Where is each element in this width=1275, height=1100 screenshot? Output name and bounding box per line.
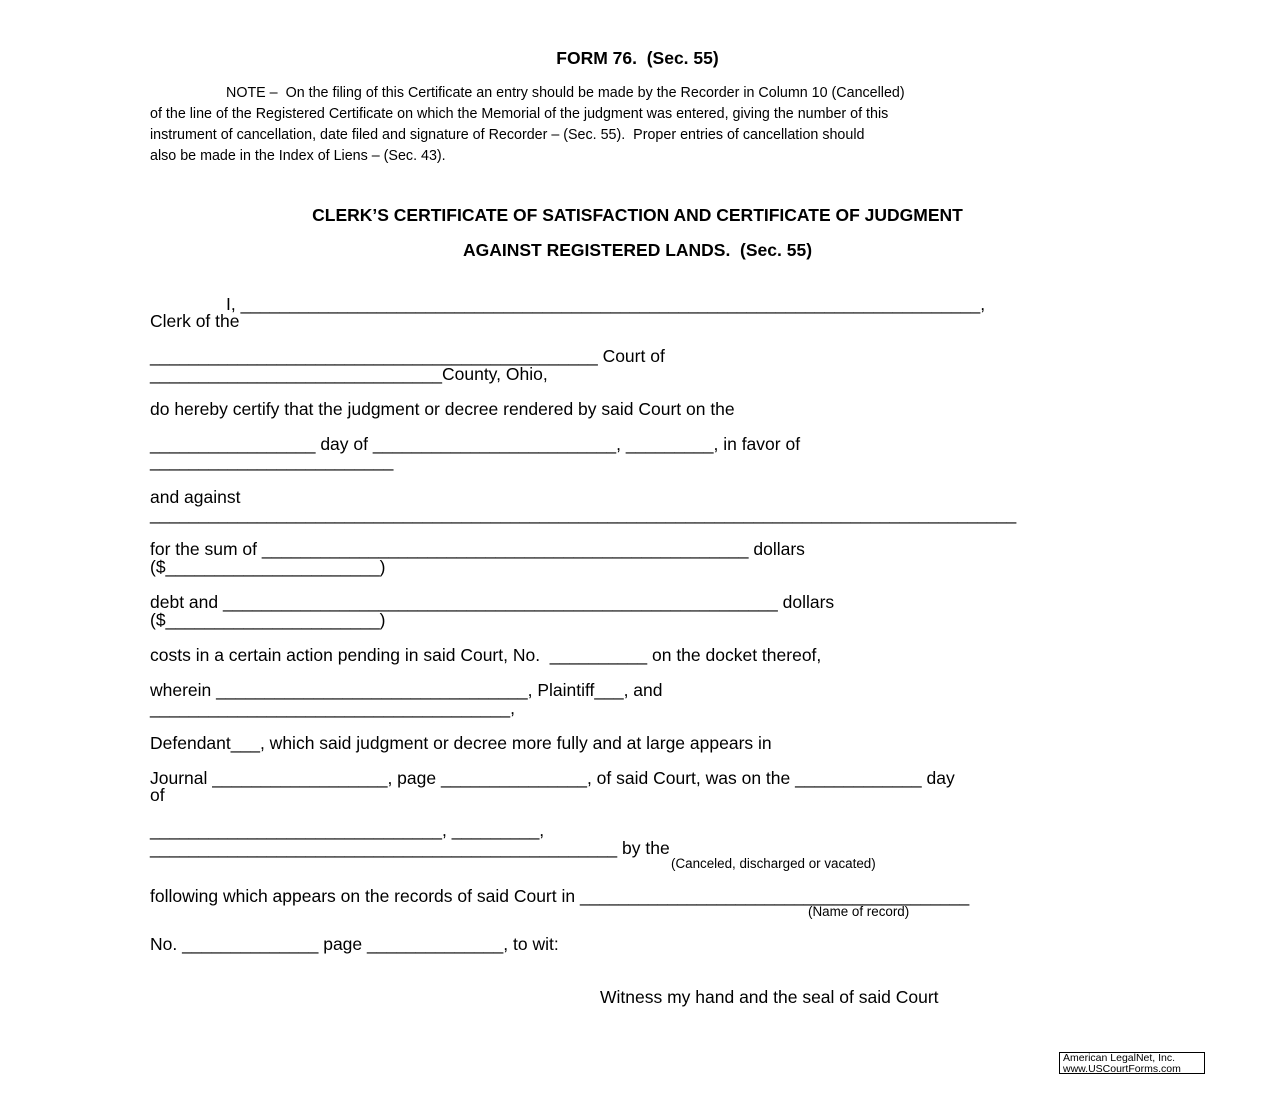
- certify-line: do hereby certify that the judgment or decree rendered by said Court on the: [150, 399, 735, 419]
- clerk-name-line: I, ____________________________________________________________________________,: [226, 294, 986, 314]
- clerk-of-label: Clerk of the: [150, 311, 240, 331]
- note-line-4: also be made in the Index of Liens – (Sec. 43).: [150, 148, 446, 164]
- court-line: ______________________________________________ Court of: [150, 346, 665, 366]
- note-line-1: NOTE – On the filing of this Certificate an entry should be made by the Recorder in Column 10 (Cancelled): [226, 85, 905, 101]
- form-title: FORM 76. (Sec. 55): [556, 48, 719, 68]
- and-against-blank: _________________________________________________________________________________________: [150, 504, 1017, 524]
- by-the-line: ________________________________________________ by the: [150, 838, 670, 858]
- note-line-3: instrument of cancellation, date filed and signature of Recorder – (Sec. 55). Proper entries of cancellation should: [150, 127, 865, 143]
- publisher-name: American LegalNet, Inc.: [1063, 1052, 1176, 1064]
- journal-line: Journal __________________, page _______________, of said Court, was on the _____________ day: [150, 768, 955, 788]
- judgment-date-line: _________________ day of _________________________, _________, in favor of: [150, 434, 801, 454]
- costs-line: costs in a certain action pending in said Court, No. __________ on the docket thereof,: [150, 645, 822, 665]
- number-page-line: No. ______________ page ______________, to wit:: [150, 934, 559, 954]
- and-against-label: and against: [150, 487, 241, 507]
- publisher-stamp: [1059, 1052, 1205, 1074]
- witness-line: Witness my hand and the seal of said Court: [600, 987, 939, 1007]
- defendant-blank: _____________________________________,: [150, 698, 515, 718]
- second-date-line: ______________________________, _________,: [150, 820, 545, 840]
- by-the-caption: (Canceled, discharged or vacated): [671, 856, 876, 871]
- in-favor-of-blank: _________________________: [150, 451, 394, 471]
- records-caption: (Name of record): [808, 904, 910, 919]
- journal-of-label: of: [150, 785, 165, 805]
- debt-line: debt and _________________________________________________________ dollars: [150, 592, 835, 612]
- debt-amount: ($______________________): [150, 610, 386, 630]
- publisher-url: www.USCourtForms.com: [1063, 1063, 1181, 1075]
- county-line: ______________________________County, Ohio,: [150, 364, 548, 384]
- plaintiff-line: wherein ________________________________, Plaintiff___, and: [150, 680, 663, 700]
- sum-amount: ($______________________): [150, 557, 386, 577]
- records-line: following which appears on the records of said Court in ________________________________________: [150, 886, 970, 906]
- defendant-line: Defendant___, which said judgment or decree more fully and at large appears in: [150, 733, 772, 753]
- note-line-2: of the line of the Registered Certificate on which the Memorial of the judgment was entered, giving the number of this: [150, 106, 889, 122]
- certificate-title-line-1: CLERK’S CERTIFICATE OF SATISFACTION AND CERTIFICATE OF JUDGMENT: [312, 205, 963, 225]
- sum-line: for the sum of __________________________________________________ dollars: [150, 539, 805, 559]
- certificate-title-line-2: AGAINST REGISTERED LANDS. (Sec. 55): [462, 240, 813, 260]
